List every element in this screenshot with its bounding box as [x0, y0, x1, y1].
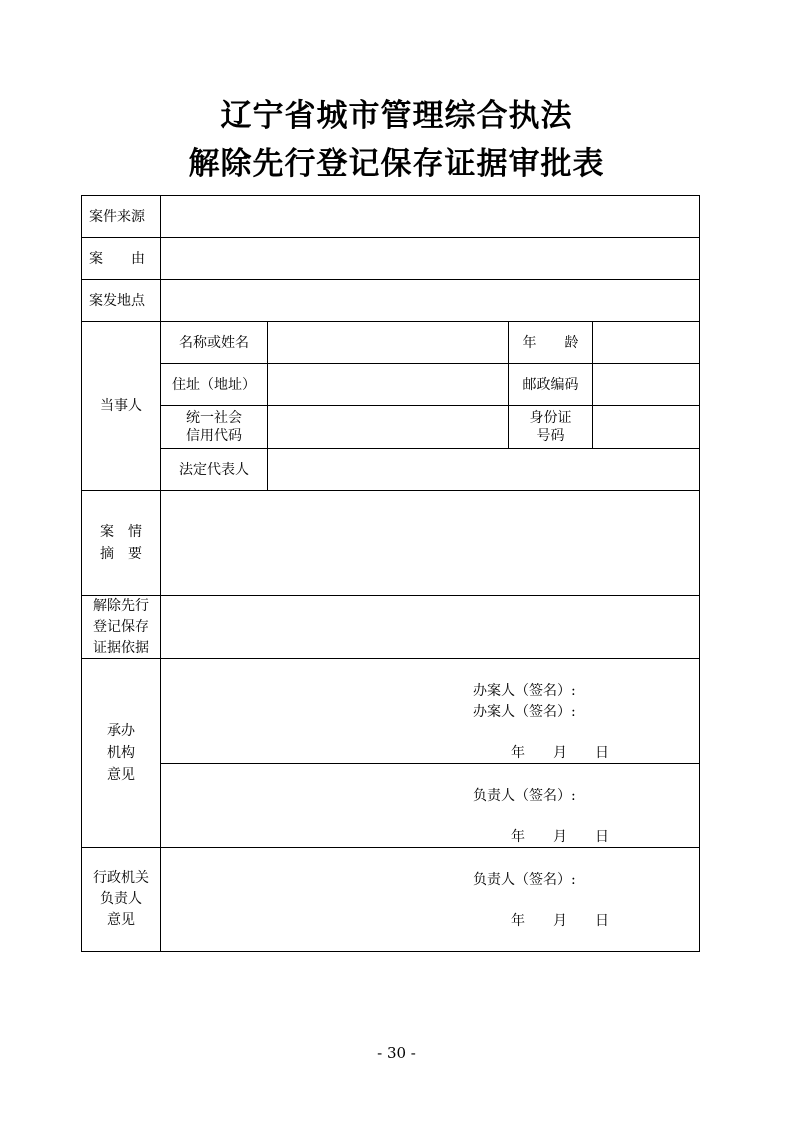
handler-signature-1: 办案人（签名）: [473, 683, 576, 699]
admin-opinion-label [82, 848, 160, 951]
document-title-line2: 解除先行登记保存证据审批表 [188, 146, 605, 182]
handler-date: 年 月 日 [511, 745, 609, 761]
party-legal-rep-label: 法定代表人 [179, 461, 249, 478]
party-credit-code-label [161, 406, 267, 448]
party-id-number-label [509, 406, 592, 448]
id-number-line1: 身份证 [529, 410, 572, 426]
admin-opinion-line3: 意见 [107, 912, 135, 928]
release-basis-line3: 证据依据 [93, 639, 149, 656]
release-basis-line1: 解除先行 [93, 597, 149, 614]
admin-date: 年 月 日 [511, 913, 609, 929]
credit-code-line1: 统一社会 [186, 410, 242, 426]
admin-opinion-line1: 行政机关 [93, 870, 149, 886]
org-opinion-line1: 承办 [107, 723, 135, 739]
page-number: - 30 - [377, 1044, 416, 1062]
case-summary-label [82, 491, 160, 595]
org-opinion-label [82, 659, 160, 847]
admin-opinion-line2: 负责人 [100, 891, 142, 907]
responsible-signature-1: 负责人（签名）: [473, 788, 576, 804]
case-summary-line1: 案 情 [100, 524, 142, 540]
admin-responsible-signature: 负责人（签名）: [473, 872, 576, 888]
party-label: 当事人 [100, 398, 142, 414]
credit-code-line2: 信用代码 [186, 428, 242, 444]
org-opinion-line3: 意见 [107, 767, 135, 783]
handler-signature-2: 办案人（签名）: [473, 704, 576, 720]
case-summary-line2: 摘 要 [100, 546, 142, 562]
release-basis-line2: 登记保存 [93, 618, 149, 635]
case-reason-label: 案 由 [89, 250, 145, 267]
org-opinion-line2: 机构 [107, 745, 135, 761]
party-name-label: 名称或姓名 [179, 334, 249, 351]
document-title-line1: 辽宁省城市管理综合执法 [220, 98, 573, 134]
case-source-label: 案件来源 [89, 208, 145, 225]
party-address-label: 住址（地址） [172, 376, 256, 393]
case-location-label: 案发地点 [89, 292, 145, 309]
id-number-line2: 号码 [536, 428, 565, 444]
party-postcode-label: 邮政编码 [522, 376, 579, 393]
responsible-date: 年 月 日 [511, 829, 609, 845]
party-age-label: 年 龄 [522, 334, 579, 351]
release-basis-label [82, 596, 160, 658]
